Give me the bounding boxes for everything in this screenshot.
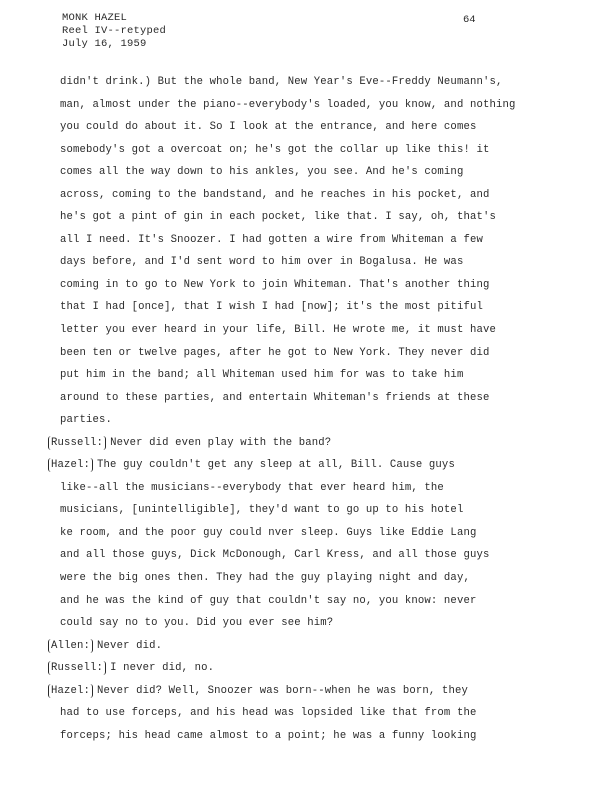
line-text: ke room, and the poor guy could nver sleep. Guys like Eddie Lang [60,526,477,539]
line-text: forceps; his head came almost to a point; he was a funny looking [60,729,477,742]
transcript-line [60,97,560,120]
line-text: The guy couldn't get any sleep at all, Bill. Cause guys [97,459,455,472]
line-text: and he was the kind of guy that couldn't say no, you know: never [60,594,477,607]
line-text: coming in to go to New York to join Whiteman. That's another thing [60,278,490,291]
transcript-line [51,638,560,661]
transcript-line [60,593,560,616]
transcript-line [60,367,560,390]
line-text: across, coming to the bandstand, and he reaches in his pocket, and [60,188,490,201]
transcript-line [60,547,560,570]
speaker-label: Russell: [48,436,106,450]
line-text: had to use forceps, and his head was lopsided like that from the [60,707,477,720]
transcript-line [60,502,560,525]
interview-date: July 16, 1959 [62,38,147,50]
transcript-line [60,728,560,751]
transcript-line [60,525,560,548]
transcript-line [51,457,560,480]
speaker-label: Hazel: [48,458,93,472]
line-text: all I need. It's Snoozer. I had gotten a wire from Whiteman a few [60,233,483,246]
speaker-label: Russell: [48,661,106,675]
transcript-line [60,705,560,728]
transcript-line [60,277,560,300]
speaker-label: Hazel: [48,684,93,698]
transcript-line [60,322,560,345]
transcript-line [60,232,560,255]
line-text: could say no to you. Did you ever see him? [60,617,334,630]
line-text: and all those guys, Dick McDonough, Carl Kress, and all those guys [60,549,490,562]
line-text: Never did. [97,639,163,652]
transcript-line [60,480,560,503]
line-text: were the big ones then. They had the guy playing night and day, [60,572,470,585]
interviewee-name: MONK HAZEL [62,12,128,24]
reel-label: Reel IV--retyped [62,25,167,37]
line-text: he's got a pint of gin in each pocket, like that. I say, oh, that's [60,211,496,224]
line-text: put him in the band; all Whiteman used him for was to take him [60,369,464,382]
line-text: letter you ever heard in your life, Bill. He wrote me, it must have [60,324,496,337]
line-text: that I had [once], that I wish I had [now]; it's the most pitiful [60,301,483,314]
line-text: Never did even play with the band? [110,436,332,449]
line-text: you could do about it. So I look at the entrance, and here comes [60,121,477,134]
transcript-line [60,412,560,435]
transcript-line [60,164,560,187]
page-header [62,12,166,51]
line-text: parties. [60,414,113,427]
transcript-line [51,660,560,683]
line-text: been ten or twelve pages, after he got to New York. They never did [60,346,490,359]
line-text: somebody's got a overcoat on; he's got the collar up like this! it [60,143,490,156]
line-text: didn't drink.) But the whole band, New Year's Eve--Freddy Neumann's, [60,76,503,88]
line-text: musicians, [unintelligible], they'd want to go up to his hotel [60,504,464,517]
line-text: days before, and I'd sent word to him over in Bogalusa. He was [60,256,464,269]
transcript-line [60,299,560,322]
transcript-line [60,345,560,368]
transcript-line [51,683,560,706]
transcript-line [60,142,560,165]
line-text: man, almost under the piano--everybody's loaded, you know, and nothing [60,98,516,111]
speaker-label: Allen: [48,639,93,653]
line-text: Never did? Well, Snoozer was born--when he was born, they [97,684,468,697]
transcript-line [60,254,560,277]
transcript-line [60,390,560,413]
transcript-line [60,615,560,638]
line-text: I never did, no. [110,662,215,675]
transcript-line [51,435,560,458]
transcript-line [60,187,560,210]
transcript-line [60,119,560,142]
transcript-body [51,74,560,750]
transcript-line [60,74,560,97]
line-text: like--all the musicians--everybody that ever heard him, the [60,481,444,494]
transcript-line [60,570,560,593]
page-number: 64 [463,14,476,26]
transcript-line [60,209,560,232]
line-text: around to these parties, and entertain Whiteman's friends at these [60,391,490,404]
line-text: comes all the way down to his ankles, you see. And he's coming [60,166,464,179]
